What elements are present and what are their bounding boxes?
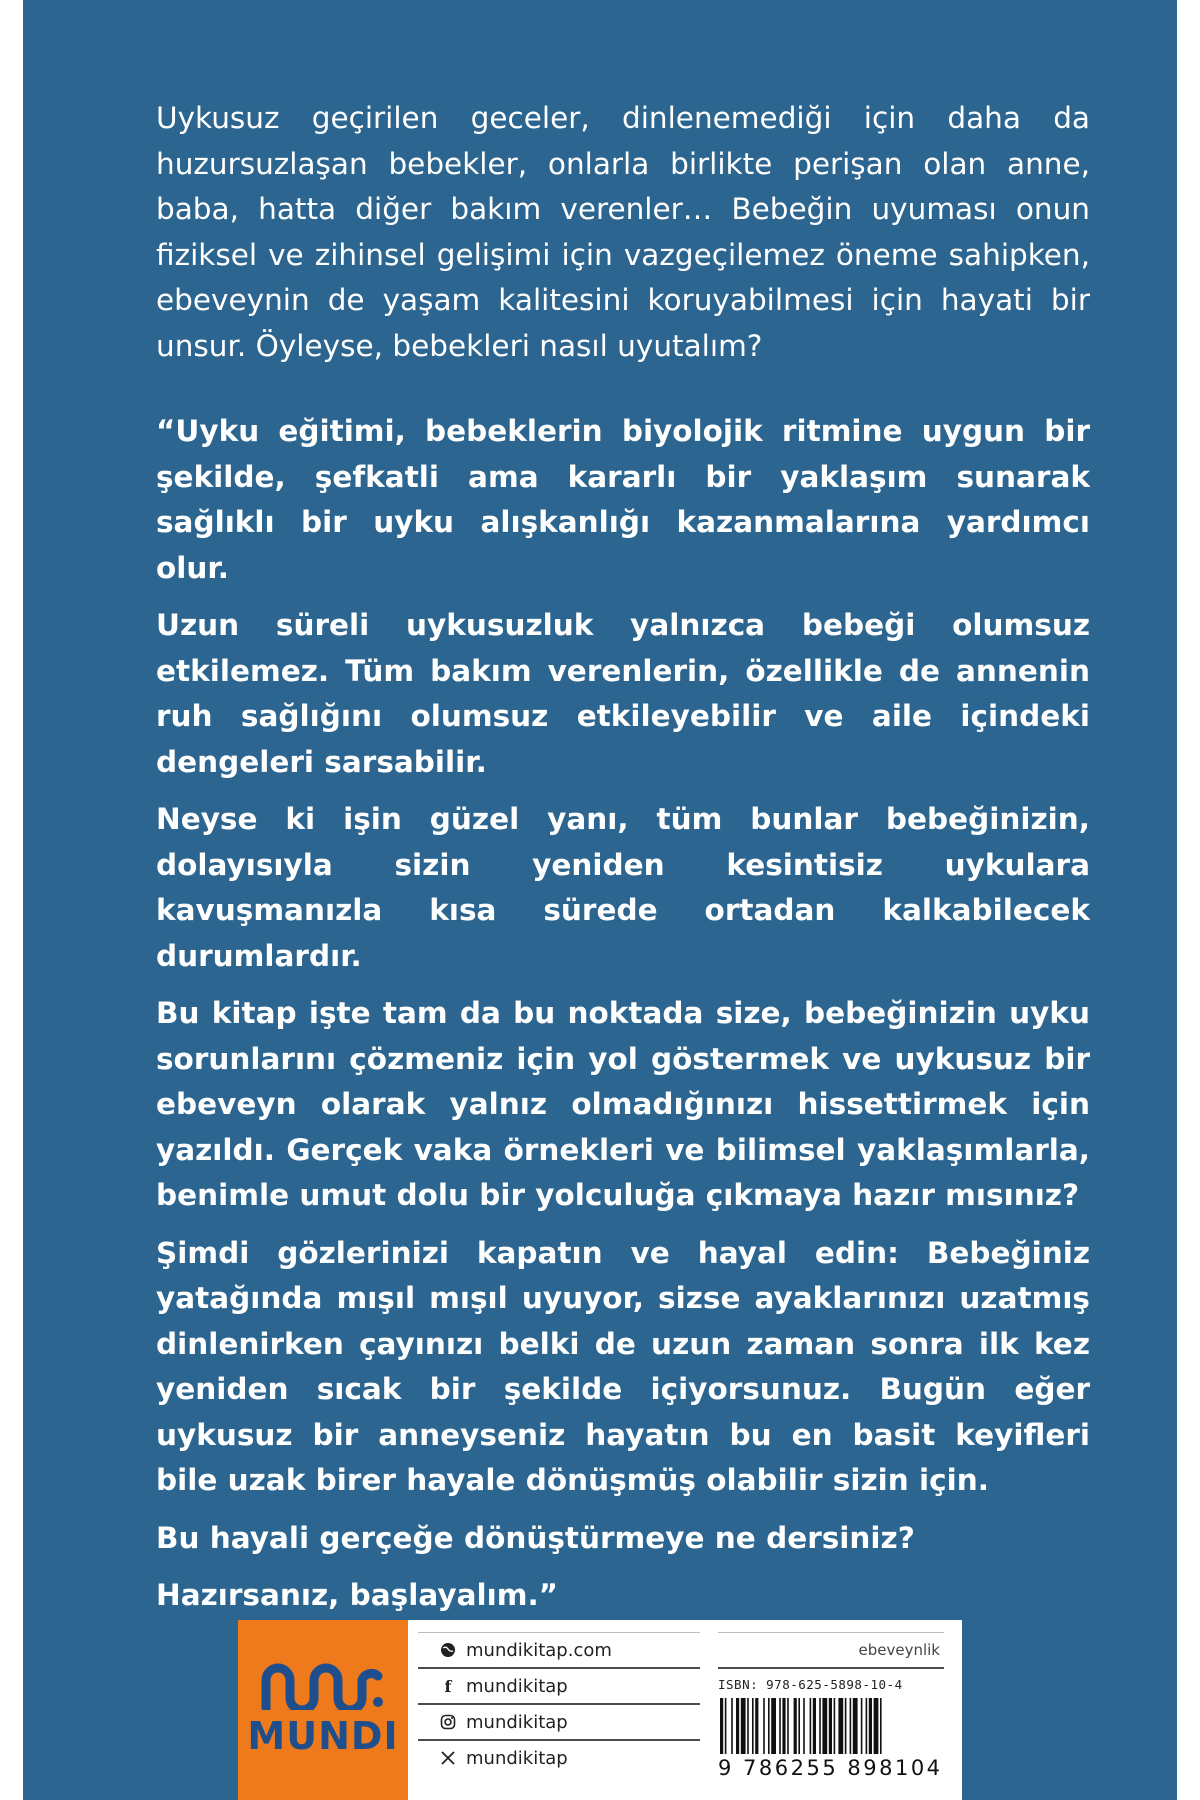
- back-cover: [23, 0, 1177, 1800]
- publisher-strip: [238, 1620, 962, 1800]
- barcode-bar: [829, 1698, 832, 1754]
- barcode-bar: [813, 1698, 816, 1754]
- isbn-block: [718, 1632, 944, 1780]
- quote-paragraph: Neyse ki işin güzel yanı, tüm bunlar bebeğinizin, dolayısıyla sizin yeniden kesintisiz uykulara kavuşmanızla kısa sürede ortadan kalkabilecek durumlardır.: [156, 802, 1090, 973]
- barcode-number: 9 786255 898104: [718, 1756, 943, 1780]
- barcode-bar: [845, 1698, 847, 1754]
- barcode-bar: [794, 1698, 797, 1754]
- barcode-bar: [763, 1698, 765, 1754]
- publisher-logo: [238, 1620, 408, 1800]
- quote-paragraph: Şimdi gözlerinizi kapatın ve hayal edin: Bebeğiniz yatağında mışıl mışıl uyuyor, sizse ayaklarınızı uzatmış dinlenirken çayınızı belki de uzun zaman sonra ilk kez yeniden sıcak bir şekilde içiyorsunuz. Bugün eğer uykusuz bir anneyseniz hayatın bu en basit keyifleri bile uzak birer hayale dönüşmüş olabilir sizin için.: [156, 1235, 1090, 1497]
- barcode-bar: [874, 1698, 879, 1754]
- globe-icon: [438, 1640, 458, 1660]
- category-label: ebeveynlik: [718, 1632, 944, 1669]
- barcode-bar: [866, 1698, 868, 1754]
- website-link[interactable]: [418, 1632, 700, 1667]
- facebook-link[interactable]: [418, 1667, 700, 1703]
- barcode-bar: [755, 1698, 758, 1754]
- barcode-bar: [779, 1698, 781, 1754]
- barcode-bar: [747, 1698, 749, 1754]
- mundi-logo-icon: [260, 1658, 386, 1710]
- barcode-bar: [736, 1698, 739, 1754]
- barcode-bar: [822, 1698, 827, 1754]
- instagram-icon: [438, 1712, 458, 1732]
- quote-paragraph: “Uyku eğitimi, bebeklerin biyolojik ritmine uygun bir şekilde, şefkatli ama kararlı bir yaklaşım sunarak sağlıklı bir uyku alışkanlığı kazanmalarına yardımcı olur.: [156, 414, 1090, 585]
- quote-paragraph: Hazırsanız, başlayalım.”: [156, 1578, 559, 1612]
- barcode-bar: [752, 1698, 754, 1754]
- barcode-bar: [720, 1698, 723, 1754]
- barcode-bar: [850, 1698, 852, 1754]
- instagram-handle: mundikitap: [466, 1711, 568, 1733]
- website-text: mundikitap.com: [466, 1639, 612, 1661]
- intro-paragraph: Uykusuz geçirilen geceler, dinlenemediği için daha da huzursuzlaşan bebekler, onlarla birlikte perişan olan anne, baba, hatta diğer bakım verenler… Bebeğin uyuması onun fiziksel ve zihinsel gelişimi için vazgeçilemez öneme sahipken, ebeveynin de yaşam kalitesini koruyabilmesi için hayati bir unsur. Öyleyse, bebekleri nasıl uyutalım?: [156, 101, 1090, 363]
- barcode-bar: [725, 1698, 727, 1754]
- barcode-bar: [810, 1698, 812, 1754]
- publisher-info: [408, 1620, 962, 1800]
- instagram-link[interactable]: [418, 1703, 700, 1739]
- barcode-bar: [741, 1698, 746, 1754]
- barcode-bar: [838, 1698, 843, 1754]
- barcode-bar: [771, 1698, 776, 1754]
- barcode-bar: [869, 1698, 872, 1754]
- x-icon: [438, 1748, 458, 1768]
- x-link[interactable]: [418, 1739, 700, 1775]
- publisher-name: MUNDI: [247, 1714, 399, 1758]
- barcode-bar: [768, 1698, 770, 1754]
- isbn-text: ISBN: 978-625-5898-10-4: [718, 1677, 903, 1692]
- blurb: [156, 96, 1090, 1631]
- quote-paragraph: Bu kitap işte tam da bu noktada size, bebeğinizin uyku sorunlarını çözmeniz için yol göstermek ve uykusuz bir ebeveyn olarak yalnız olmadığınızı hissettirmek için yazıldı. Gerçek vaka örnekleri ve bilimsel yaklaşımlarla, benimle umut dolu bir yolculuğa çıkmaya hazır mısınız?: [156, 996, 1090, 1212]
- facebook-handle: mundikitap: [466, 1675, 568, 1697]
- barcode-bar: [861, 1698, 863, 1754]
- quote-paragraph: Bu hayali gerçeğe dönüştürmeye ne dersiniz?: [156, 1520, 915, 1555]
- barcode-bar: [731, 1698, 733, 1754]
- barcode-bar: [834, 1698, 836, 1754]
- barcode-bar: [787, 1698, 789, 1754]
- quote-paragraph: Uzun süreli uykusuzluk yalnızca bebeği olumsuz etkilemez. Tüm bakım verenlerin, özellikle de annenin ruh sağlığını olumsuz etkileyebilir ve aile içindeki dengeleri sarsabilir.: [156, 608, 1090, 779]
- x-handle: mundikitap: [466, 1747, 568, 1769]
- barcode-bar: [798, 1698, 800, 1754]
- facebook-icon: f: [444, 1676, 452, 1696]
- barcode-bar: [803, 1698, 805, 1754]
- barcode-bar: [782, 1698, 785, 1754]
- barcode-bar: [853, 1698, 858, 1754]
- social-links: [418, 1632, 700, 1775]
- barcode-bar: [880, 1698, 882, 1754]
- barcode-bar: [819, 1698, 821, 1754]
- barcode-icon: [718, 1698, 940, 1754]
